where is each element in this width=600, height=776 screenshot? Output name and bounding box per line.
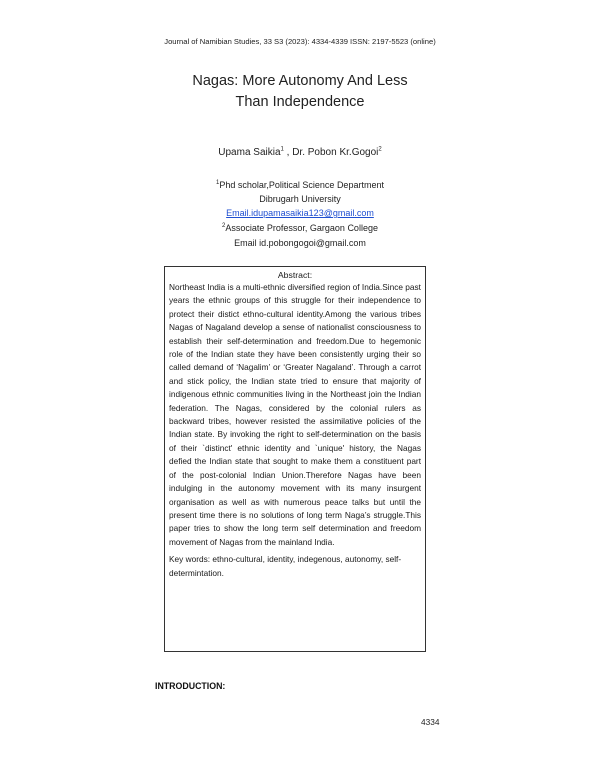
paper-title [0,71,600,113]
author-2-sup: 2 [378,146,382,153]
affiliation-line-4 [0,223,600,233]
affiliation-line-1 [0,180,600,190]
title-line-1: Nagas: More Autonomy And Less [192,73,408,89]
introduction-heading: INTRODUCTION: [155,681,226,691]
affiliation-1-text: Phd scholar,Political Science Department [219,180,384,190]
abstract-box [164,266,426,652]
author-1-name: Upama Saikia [218,147,281,158]
affiliation-line-2: Dibrugarh University [259,194,341,204]
author-1-sup: 1 [280,146,284,153]
affiliation-2-text: Associate Professor, Gargaon College [225,223,378,233]
author-2-name: , Dr. Pobon Kr.Gogoi [283,147,379,158]
page-number: 4334 [421,717,440,727]
abstract-heading: Abstract: [277,270,313,280]
keywords: Key words: ethno-cultural, identity, indegenous, autonomy, self-determintation. [169,554,402,578]
author-2-email: Email id.pobongogoi@gmail.com [234,238,366,248]
abstract-text: Northeast India is a multi-ethnic diversified region of India.Since past years the ethnic groups of this struggle for their independence to protect their distict ethno-cultural identity.Among the various tribes Nagas of Nagaland develop a sense of nationalist consciousness to establish their self-determination and freedom.Due to hegemonic role of the Indian state they have been consistently urging their so called demand of ‘Nagalim’ or ‘Greater Nagaland’. Through a carrot and stick policy, the Indian state tried to ensure that majority of indigenous ethnic communities living in the Northeast join the Indian federation. The Nagas, considered by the colonial rulers as backward tribes, however resisted the assimilative policies of the Indian state. By invoking the right to self-determination on the basis of their `distinct' ethnic identity and `unique' history, the Nagas defied the Indian state that sought to make them a constituent part of the post-colonial Indian Union.Therefore Nagas have been indulging in the autonomy movement with its many insurgent organisation as well as with numerous peace talks but until the present time there is no solutions of long term Naga’s struggle.This paper tries to show the long term self determination and freedom movement of Nagas from the mainland India. [169,282,421,547]
affiliation-1-sup: 1 [216,180,220,186]
title-line-2: Than Independence [235,94,365,110]
journal-header: Journal of Namibian Studies, 33 S3 (2023): 4334-4339 ISSN: 2197-5523 (online) [164,37,436,46]
affiliation-2-sup: 2 [222,223,226,229]
author-1-email-link[interactable]: Email.idupamasaikia123@gmail.com [226,208,374,218]
author-line [0,147,600,158]
